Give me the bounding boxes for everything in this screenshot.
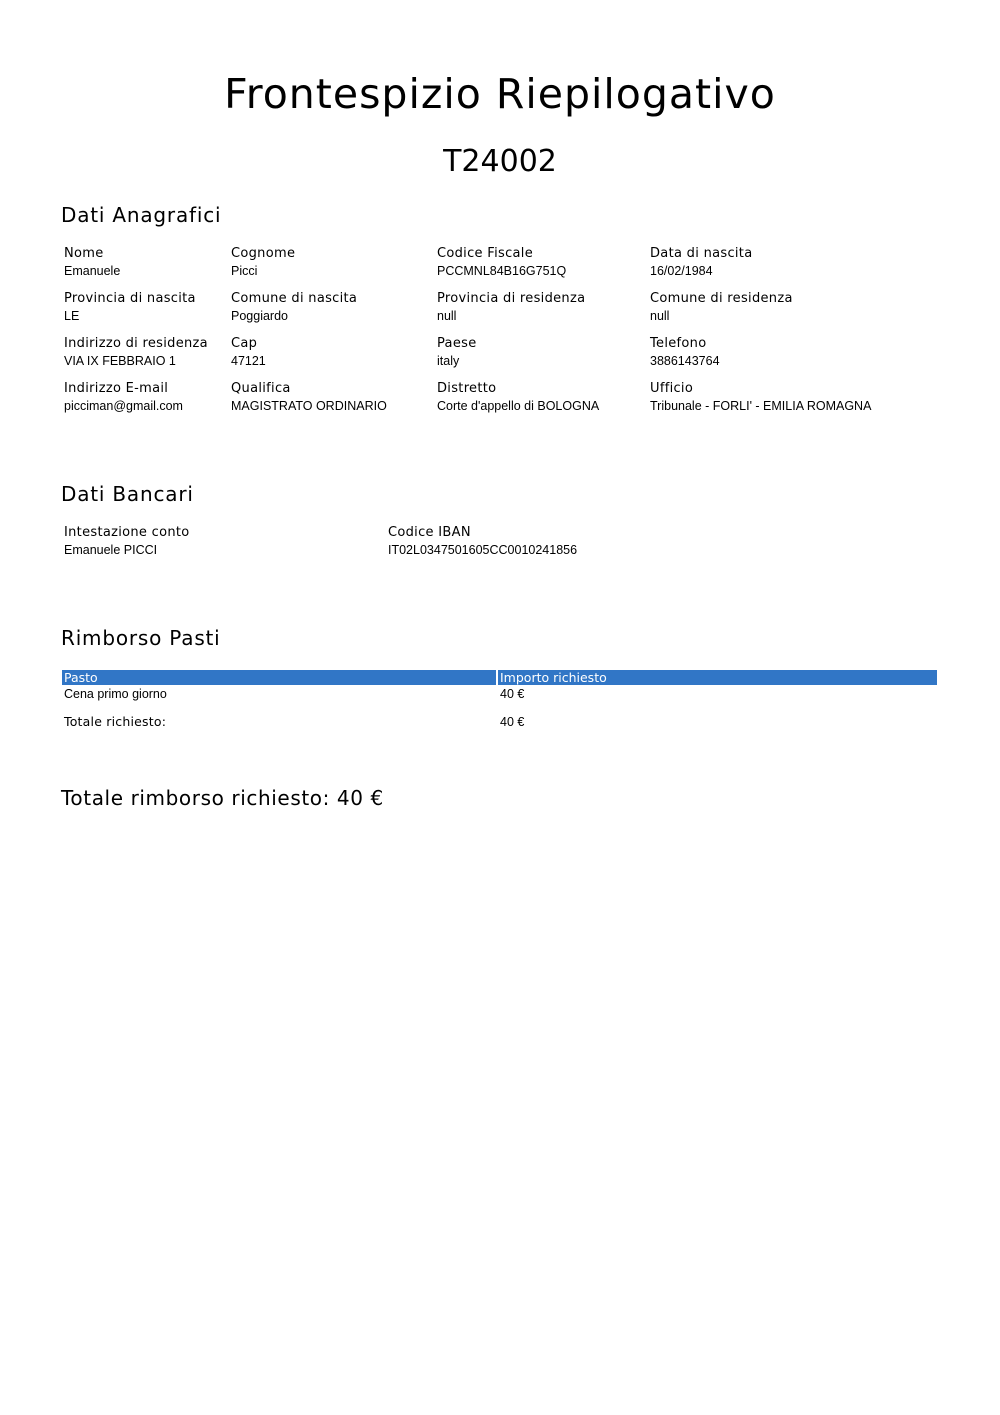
table-header-pasto: Pasto: [62, 670, 496, 685]
field-value: Tribunale - FORLI' - EMILIA ROMAGNA: [650, 399, 872, 413]
field-value: 47121: [231, 354, 266, 368]
field-value: Poggiardo: [231, 309, 288, 323]
table-header-importo: Importo richiesto: [498, 670, 937, 685]
field-value: Corte d'appello di BOLOGNA: [437, 399, 600, 413]
field-label: Codice Fiscale: [437, 246, 534, 261]
field-intestazione-conto: [64, 525, 190, 558]
field-value: 16/02/1984: [650, 264, 713, 278]
field-value: picciman@gmail.com: [64, 399, 183, 413]
field-value: VIA IX FEBBRAIO 1: [64, 354, 176, 368]
field-label: Provincia di nascita: [64, 291, 196, 306]
field-value: 3886143764: [650, 354, 720, 368]
field-provincia-residenza: [437, 291, 585, 324]
field-value: IT02L0347501605CC0010241856: [388, 543, 578, 557]
field-comune-nascita: [231, 291, 357, 324]
field-label: Comune di nascita: [231, 291, 358, 306]
field-label: Qualifica: [231, 381, 291, 396]
field-label: Cap: [231, 336, 258, 351]
field-label: Comune di residenza: [650, 291, 793, 306]
field-cognome: [231, 246, 295, 279]
table-total-value: 40 €: [500, 715, 525, 729]
field-indirizzo-residenza: [64, 336, 208, 369]
field-email: [64, 381, 183, 414]
table-cell-pasto: Cena primo giorno: [64, 687, 167, 701]
field-value: null: [650, 309, 670, 323]
field-label: Nome: [64, 246, 104, 261]
field-cap: [231, 336, 266, 369]
field-ufficio: [650, 381, 871, 414]
field-codice-iban: [388, 525, 577, 558]
field-label: Distretto: [437, 381, 497, 396]
field-label: Cognome: [231, 246, 296, 261]
grand-total: Totale rimborso richiesto: 40 €: [61, 786, 384, 810]
table-total-label: Totale richiesto:: [64, 714, 167, 729]
section-heading-pasti: Rimborso Pasti: [61, 626, 221, 650]
field-value: LE: [64, 309, 80, 323]
section-heading-anagrafici: Dati Anagrafici: [61, 203, 222, 227]
field-value: italy: [437, 354, 460, 368]
field-label: Ufficio: [650, 381, 694, 396]
field-label: Indirizzo di residenza: [64, 336, 208, 351]
section-heading-bancari: Dati Bancari: [61, 482, 194, 506]
field-comune-residenza: [650, 291, 793, 324]
table-cell-importo: 40 €: [500, 687, 525, 701]
field-provincia-nascita: [64, 291, 196, 324]
field-distretto: [437, 381, 599, 414]
field-value: MAGISTRATO ORDINARIO: [231, 399, 387, 413]
field-qualifica: [231, 381, 387, 414]
field-label: Provincia di residenza: [437, 291, 586, 306]
field-value: Emanuele: [64, 264, 121, 278]
field-telefono: [650, 336, 720, 369]
page-title: Frontespizio Riepilogativo: [224, 70, 776, 118]
field-nome: [64, 246, 120, 279]
document-code: T24002: [443, 144, 557, 179]
field-label: Data di nascita: [650, 246, 753, 261]
field-label: Codice IBAN: [388, 525, 471, 540]
field-label: Indirizzo E-mail: [64, 381, 169, 396]
field-label: Paese: [437, 336, 477, 351]
field-paese: [437, 336, 477, 369]
field-value: Emanuele PICCI: [64, 543, 158, 557]
field-value: PCCMNL84B16G751Q: [437, 264, 567, 278]
field-value: Picci: [231, 264, 258, 278]
field-label: Telefono: [650, 336, 707, 351]
field-codice-fiscale: [437, 246, 566, 279]
field-value: null: [437, 309, 457, 323]
field-data-nascita: [650, 246, 752, 279]
field-label: Intestazione conto: [64, 525, 190, 540]
